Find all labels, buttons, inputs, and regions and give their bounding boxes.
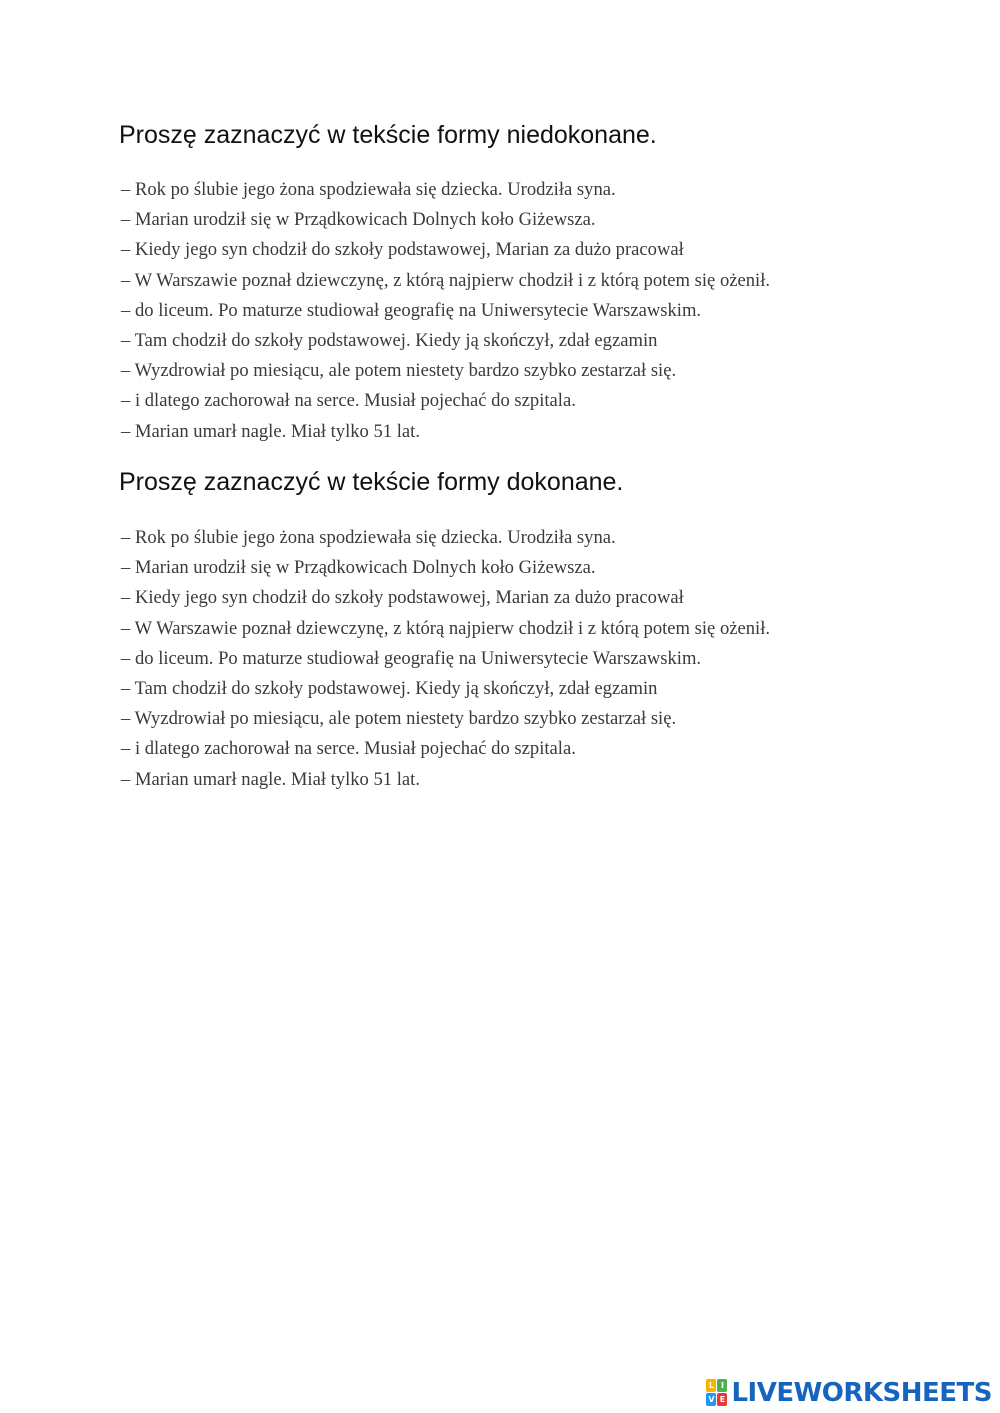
logo-square: E xyxy=(717,1393,727,1406)
section-1-heading: Proszę zaznaczyć w tekście formy niedokonane. xyxy=(119,121,657,149)
liveworksheets-brand xyxy=(706,1377,992,1409)
sentence-line[interactable]: – i dlatego zachorował na serce. Musiał pojechać do szpitala. xyxy=(121,390,576,412)
liveworksheets-logo-icon xyxy=(706,1379,728,1407)
sentence-line[interactable]: – do liceum. Po maturze studiował geografię na Uniwersytecie Warszawskim. xyxy=(121,647,702,669)
sentence-line[interactable]: – Rok po ślubie jego żona spodziewała się dziecka. Urodziła syna. xyxy=(121,179,616,200)
sentence-line[interactable]: – Marian urodził się w Prządkowicach Dolnych koło Giżewsza. xyxy=(121,209,596,231)
sentence-line[interactable]: – Wyzdrowiał po miesiącu, ale potem niestety bardzo szybko zestarzał się. xyxy=(121,708,677,730)
sentence-line[interactable]: – do liceum. Po maturze studiował geografię na Uniwersytecie Warszawskim. xyxy=(121,299,702,321)
sentence-line[interactable]: – i dlatego zachorował na serce. Musiał pojechać do szpitala. xyxy=(121,738,576,760)
sentence-line[interactable]: – W Warszawie poznał dziewczynę, z którą najpierw chodził i z którą potem się ożenił. xyxy=(121,269,771,291)
logo-square: V xyxy=(708,1395,715,1404)
sentence-line[interactable]: – Kiedy jego syn chodził do szkoły podstawowej, Marian za dużo pracował xyxy=(121,587,684,609)
section-2-heading: Proszę zaznaczyć w tekście formy dokonane. xyxy=(119,468,624,496)
logo-square: L xyxy=(706,1379,716,1392)
sentence-line[interactable]: – Marian umarł nagle. Miał tylko 51 lat. xyxy=(121,420,420,442)
sentence-line[interactable]: – Kiedy jego syn chodził do szkoły podstawowej, Marian za dużo pracował xyxy=(121,239,684,261)
section-1-sentence-list xyxy=(121,175,770,447)
logo-square: I xyxy=(717,1379,727,1392)
sentence-line[interactable]: – Tam chodził do szkoły podstawowej. Kiedy ją skończył, zdał egzamin xyxy=(121,677,658,699)
sentence-line[interactable]: – W Warszawie poznał dziewczynę, z którą najpierw chodził i z którą potem się ożenił. xyxy=(121,617,771,639)
brand-wordmark: LIVEWORKSHEETS xyxy=(731,1378,992,1408)
sentence-line[interactable]: – Rok po ślubie jego żona spodziewała się dziecka. Urodziła syna. xyxy=(121,527,616,548)
sentence-line[interactable]: – Wyzdrowiał po miesiącu, ale potem niestety bardzo szybko zestarzał się. xyxy=(121,360,677,382)
section-2-sentence-list xyxy=(121,523,770,795)
sentence-line[interactable]: – Marian umarł nagle. Miał tylko 51 lat. xyxy=(121,768,420,790)
sentence-line[interactable]: – Tam chodził do szkoły podstawowej. Kiedy ją skończył, zdał egzamin xyxy=(121,329,658,351)
sentence-line[interactable]: – Marian urodził się w Prządkowicach Dolnych koło Giżewsza. xyxy=(121,557,596,579)
